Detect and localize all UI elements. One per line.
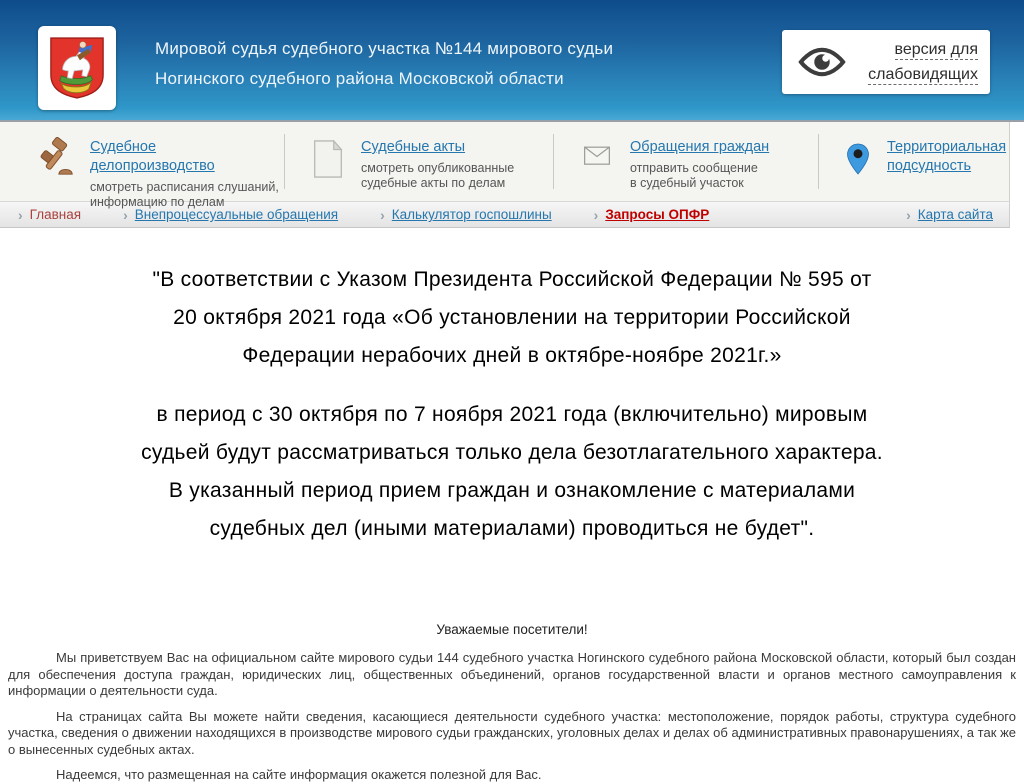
site-title	[155, 34, 613, 94]
eye-icon	[796, 45, 848, 79]
announcement-paragraph-2	[0, 396, 1024, 548]
court-proceedings-link[interactable]: Судебное делопроизводство	[90, 139, 215, 174]
desc-line: отправить сообщение	[630, 161, 758, 175]
accessibility-version-label[interactable]	[848, 37, 978, 87]
announcement-paragraph-1	[0, 261, 1024, 375]
judicial-acts-link[interactable]: Судебные акты	[361, 139, 466, 155]
coat-of-arms	[38, 26, 116, 110]
services-nav	[0, 122, 1010, 209]
menu-item-extraprocedural-appeals[interactable]	[123, 207, 338, 223]
menu-item-sitemap[interactable]	[906, 207, 993, 223]
accessibility-version-button[interactable]	[782, 30, 990, 94]
chevron-right-icon: ›	[906, 206, 911, 223]
menu-item-opfr-requests[interactable]	[594, 207, 710, 223]
welcome-paragraph-clipped: Надеемся, что размещенная на сайте информация окажется полезной для Вас.	[56, 767, 542, 782]
accessibility-label-line1: версия для	[894, 41, 978, 58]
announcement-line: В указанный период прием граждан и ознакомление с материалами	[168, 479, 856, 502]
accessibility-label-line2: слабовидящих	[868, 66, 978, 83]
announcement-line: судебных дел (иными материалами) проводиться не будет".	[209, 517, 815, 540]
service-judicial-acts[interactable]	[285, 122, 553, 201]
gavel-icon	[38, 138, 76, 180]
judicial-acts-desc	[361, 161, 514, 191]
chevron-right-icon: ›	[593, 206, 599, 223]
menu-label: Карта сайта	[917, 207, 993, 222]
territorial-jurisdiction-link[interactable]: Территориальная подсудность	[887, 139, 1007, 174]
announcement-line: судьей будут рассматриваться только дела безотлагательного характера.	[141, 441, 883, 464]
service-citizen-appeals[interactable]	[554, 122, 818, 201]
announcement-line: в период с 30 октября по 7 ноября 2021 года (включительно) мировым	[156, 403, 868, 426]
breadcrumb-menu	[0, 202, 1010, 228]
menu-label: Главная	[29, 207, 82, 222]
menu-item-fee-calculator[interactable]	[380, 207, 552, 223]
site-header	[0, 0, 1024, 122]
citizen-appeals-desc	[630, 161, 769, 191]
chevron-right-icon: ›	[380, 206, 385, 223]
chevron-right-icon: ›	[123, 206, 128, 223]
desc-line: в судебный участок	[630, 176, 744, 190]
court-proceedings-desc	[90, 180, 284, 210]
menu-label: Запросы ОПФР	[605, 207, 710, 222]
announcement-line: Федерации нерабочих дней в октябре-ноябре 2021г.»	[242, 344, 782, 367]
welcome-section	[0, 622, 1024, 784]
envelope-icon	[578, 141, 616, 175]
citizen-appeals-link[interactable]: Обращения граждан	[630, 139, 770, 155]
desc-line: судебные акты по делам	[361, 176, 506, 190]
map-pin-icon	[843, 138, 873, 180]
welcome-heading: Уважаемые посетители!	[436, 622, 588, 637]
site-title-line2: Ногинского судебного района Московской области	[155, 69, 564, 88]
desc-line: информацию по делам	[90, 195, 225, 209]
moscow-oblast-coat-of-arms-icon	[48, 35, 106, 101]
menu-label: Внепроцессуальные обращения	[134, 207, 339, 222]
desc-line: смотреть опубликованные	[361, 161, 515, 175]
welcome-paragraph-2: На страницах сайта Вы можете найти сведения, касающиеся деятельности судебного участка: местоположение, порядок работы, структура судебного участка, сведения о движении находящихся в производстве мирового судьи гражданских, уголовных делах и делах об административных правонарушениях, а так же о вынесенных судебных актах.	[8, 708, 1016, 757]
announcement-line: 20 октября 2021 года «Об установлении на территории Российской	[173, 306, 851, 329]
welcome-paragraph-1: Мы приветствуем Вас на официальном сайте мирового судьи 144 судебного участка Ногинского судебного района Московской области, который был создан для обеспечения доступа граждан, юридических лиц, общественных объединений, органов государственной власти и органов местного самоуправления к информации о деятельности суда.	[8, 650, 1016, 698]
menu-item-home[interactable]	[18, 207, 81, 223]
announcement	[0, 261, 1024, 548]
menu-label: Калькулятор госпошлины	[391, 207, 552, 222]
site-title-line1: Мировой судья судебного участка №144 мирового судьи	[155, 39, 614, 58]
announcement-line: "В соответствии с Указом Президента Российской Федерации № 595 от	[152, 268, 872, 291]
desc-line: смотреть расписания слушаний,	[90, 180, 279, 194]
chevron-right-icon: ›	[18, 206, 23, 223]
document-icon	[309, 138, 347, 180]
service-court-proceedings[interactable]	[14, 122, 284, 209]
service-territorial-jurisdiction[interactable]	[819, 122, 1009, 201]
